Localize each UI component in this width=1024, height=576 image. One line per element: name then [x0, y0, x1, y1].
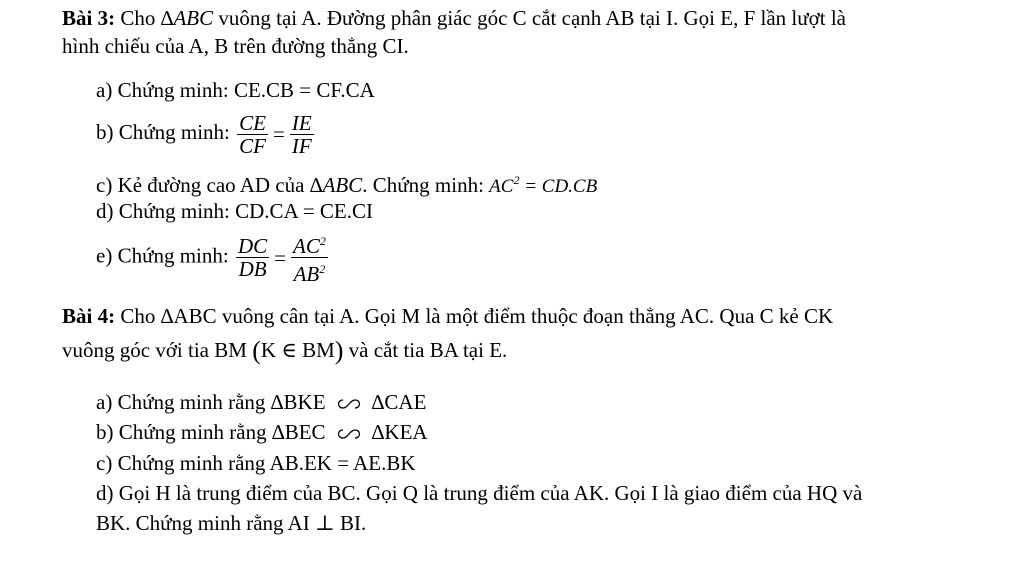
fraction-ac2-ab2: $\frac{AC^2}{AB^2}$ [291, 230, 328, 285]
bai4-intro-line2: vuông góc với tia BM (K ∈ BM) và cắt tia BA tại E. [62, 336, 508, 365]
bai3-heading: Bài 3: [62, 6, 116, 30]
fraction-dc-db: $\frac{DC}{DB}$ [237, 234, 268, 281]
fraction-ie-if: $\frac{IE}{IF}$ [291, 110, 312, 158]
bai4-item-d-line2: BK. Chứng minh rằng AI ⊥ BI. [96, 511, 367, 535]
bai3-item-d: d) Chứng minh: CD.CA = CE.CI [96, 199, 373, 223]
bai3-intro-line2: hình chiếu của A, B trên đường thẳng CI. [62, 34, 409, 58]
bai4-intro-line1: Bài 4: Cho ∆ABC vuông cân tại A. Gọi M là một điểm thuộc đoạn thẳng AC. Qua C kẻ CK [62, 304, 834, 328]
similar-icon [334, 428, 364, 440]
bai3-intro-line1: Bài 3: Cho ∆ABC vuông tại A. Đường phân giác góc C cắt cạnh AB tại I. Gọi E, F lần lượt là [62, 6, 846, 30]
bai3-item-c: c) Kẻ đường cao AD của ∆ABC. Chứng minh: $AC^2 = CD.CB$ [96, 173, 598, 197]
formula-ac2: $AC^2 = CD.CB$ [489, 173, 598, 197]
bai3-item-e: e) Chứng minh: $\frac{DC}{DB}$ = $\frac{AC^2}{AB^2}$ [96, 230, 330, 285]
similar-icon [334, 398, 364, 410]
bai4-item-b: b) Chứng minh rằng ∆BEC ∆KEA [96, 420, 428, 444]
bai4-heading: Bài 4: [62, 304, 116, 328]
bai4-item-a: a) Chứng minh rằng ∆BKE ∆CAE [96, 390, 427, 414]
bai4-item-d-line1: d) Gọi H là trung điểm của BC. Gọi Q là trung điểm của AK. Gọi I là giao điểm của HQ và [96, 481, 863, 505]
bai3-item-b: b) Chứng minh: $\frac{CE}{CF}$ = $\frac{IE}{IF}$ [96, 110, 312, 158]
fraction-ce-cf: $\frac{CE}{CF}$ [239, 110, 266, 158]
bai4-item-c: c) Chứng minh rằng AB.EK = AE.BK [96, 451, 416, 475]
bai3-item-a: a) Chứng minh: CE.CB = CF.CA [96, 78, 375, 102]
